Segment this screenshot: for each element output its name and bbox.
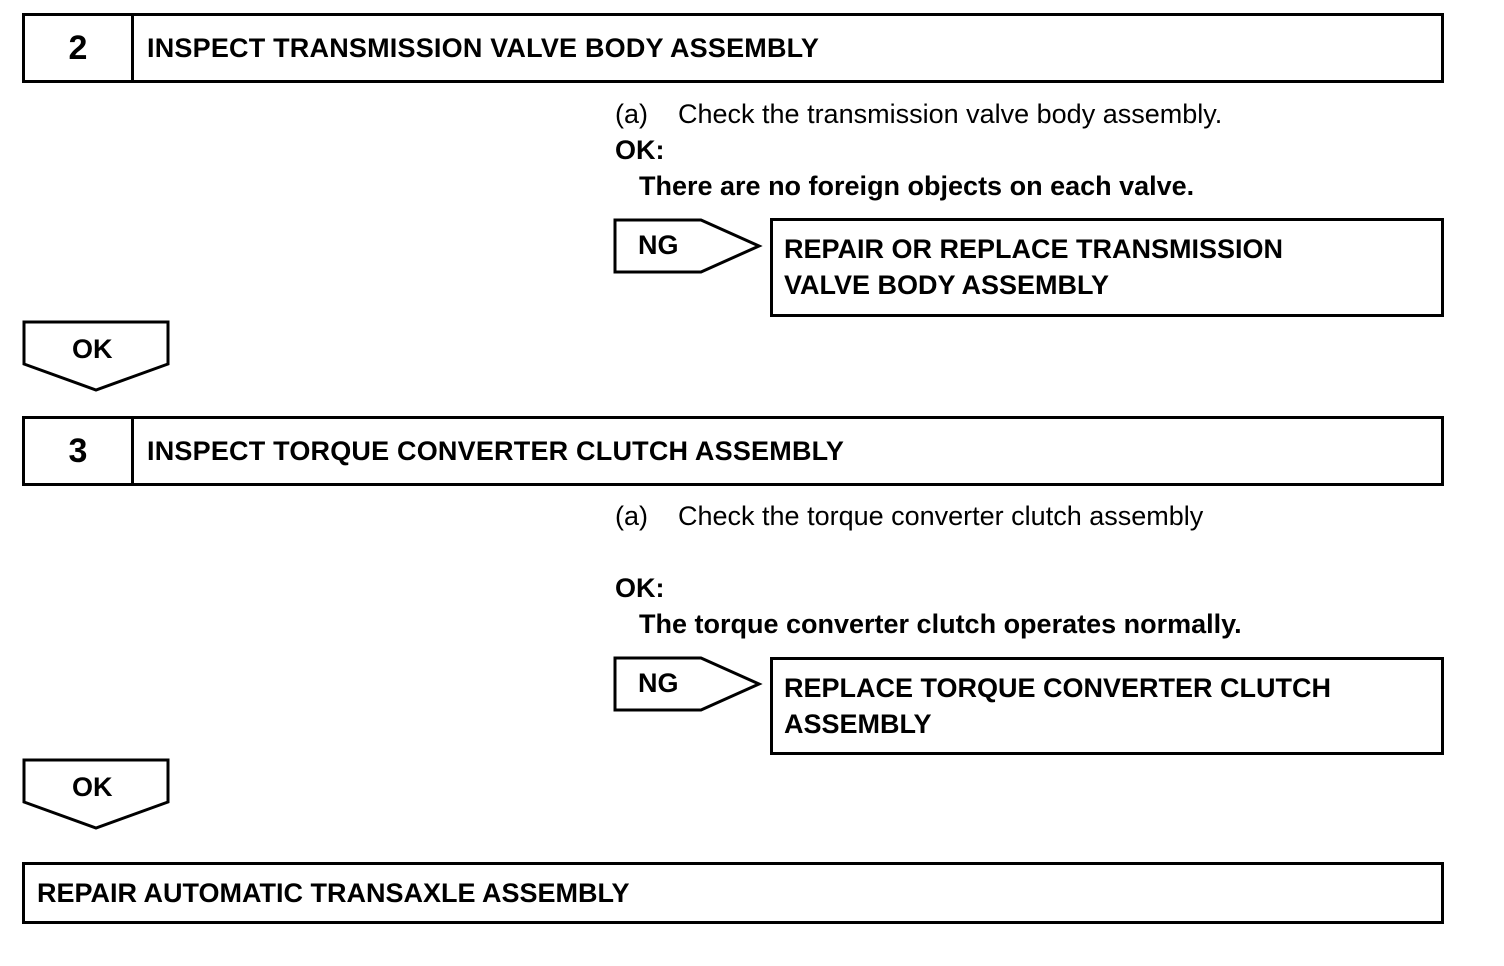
step-3-ok-arrow-label: OK: [72, 772, 113, 802]
step-3-ng-action: [784, 670, 1331, 742]
step-3-title: INSPECT TORQUE CONVERTER CLUTCH ASSEMBLY: [147, 435, 845, 466]
step-2-ng-arrow: [613, 218, 765, 276]
step-2-title: INSPECT TRANSMISSION VALVE BODY ASSEMBLY: [147, 32, 820, 63]
step-3-ok-condition: The torque converter clutch operates normally.: [639, 609, 1242, 639]
step-2-ng-label: NG: [638, 230, 679, 260]
step-2-ng-action-line-2: VALVE BODY ASSEMBLY: [784, 270, 1110, 300]
step-3-check-marker: (a): [615, 501, 648, 531]
step-2-check-marker: (a): [615, 99, 648, 129]
step-2-ng-action: [784, 231, 1283, 303]
step-3-ng-action-line-2: ASSEMBLY: [784, 709, 932, 739]
step-3-ng-arrow: [613, 656, 765, 714]
final-action-text: REPAIR AUTOMATIC TRANSAXLE ASSEMBLY: [37, 877, 630, 908]
step-2-ok-arrow-label: OK: [72, 334, 113, 364]
step-2-ng-action-box: [770, 218, 1444, 317]
step-2-header: [22, 13, 1444, 83]
step-3-check-text: Check the torque converter clutch assembly: [678, 501, 1204, 531]
step-2-number: 2: [25, 16, 134, 80]
step-3-ng-action-box: [770, 657, 1444, 755]
step-3-ng-action-line-1: REPLACE TORQUE CONVERTER CLUTCH: [784, 673, 1332, 703]
final-action-box: [22, 862, 1444, 924]
step-2-ok-label: OK:: [615, 135, 665, 165]
step-3-ok-label: OK:: [615, 573, 665, 603]
step-2-check-text: Check the transmission valve body assembly.: [678, 99, 1223, 129]
step-2-ok-condition: There are no foreign objects on each valve.: [639, 171, 1195, 201]
step-2-ng-action-line-1: REPAIR OR REPLACE TRANSMISSION: [784, 234, 1284, 264]
step-3-ng-label: NG: [638, 668, 679, 698]
step-3-number: 3: [25, 419, 134, 483]
step-3-header: [22, 416, 1444, 486]
